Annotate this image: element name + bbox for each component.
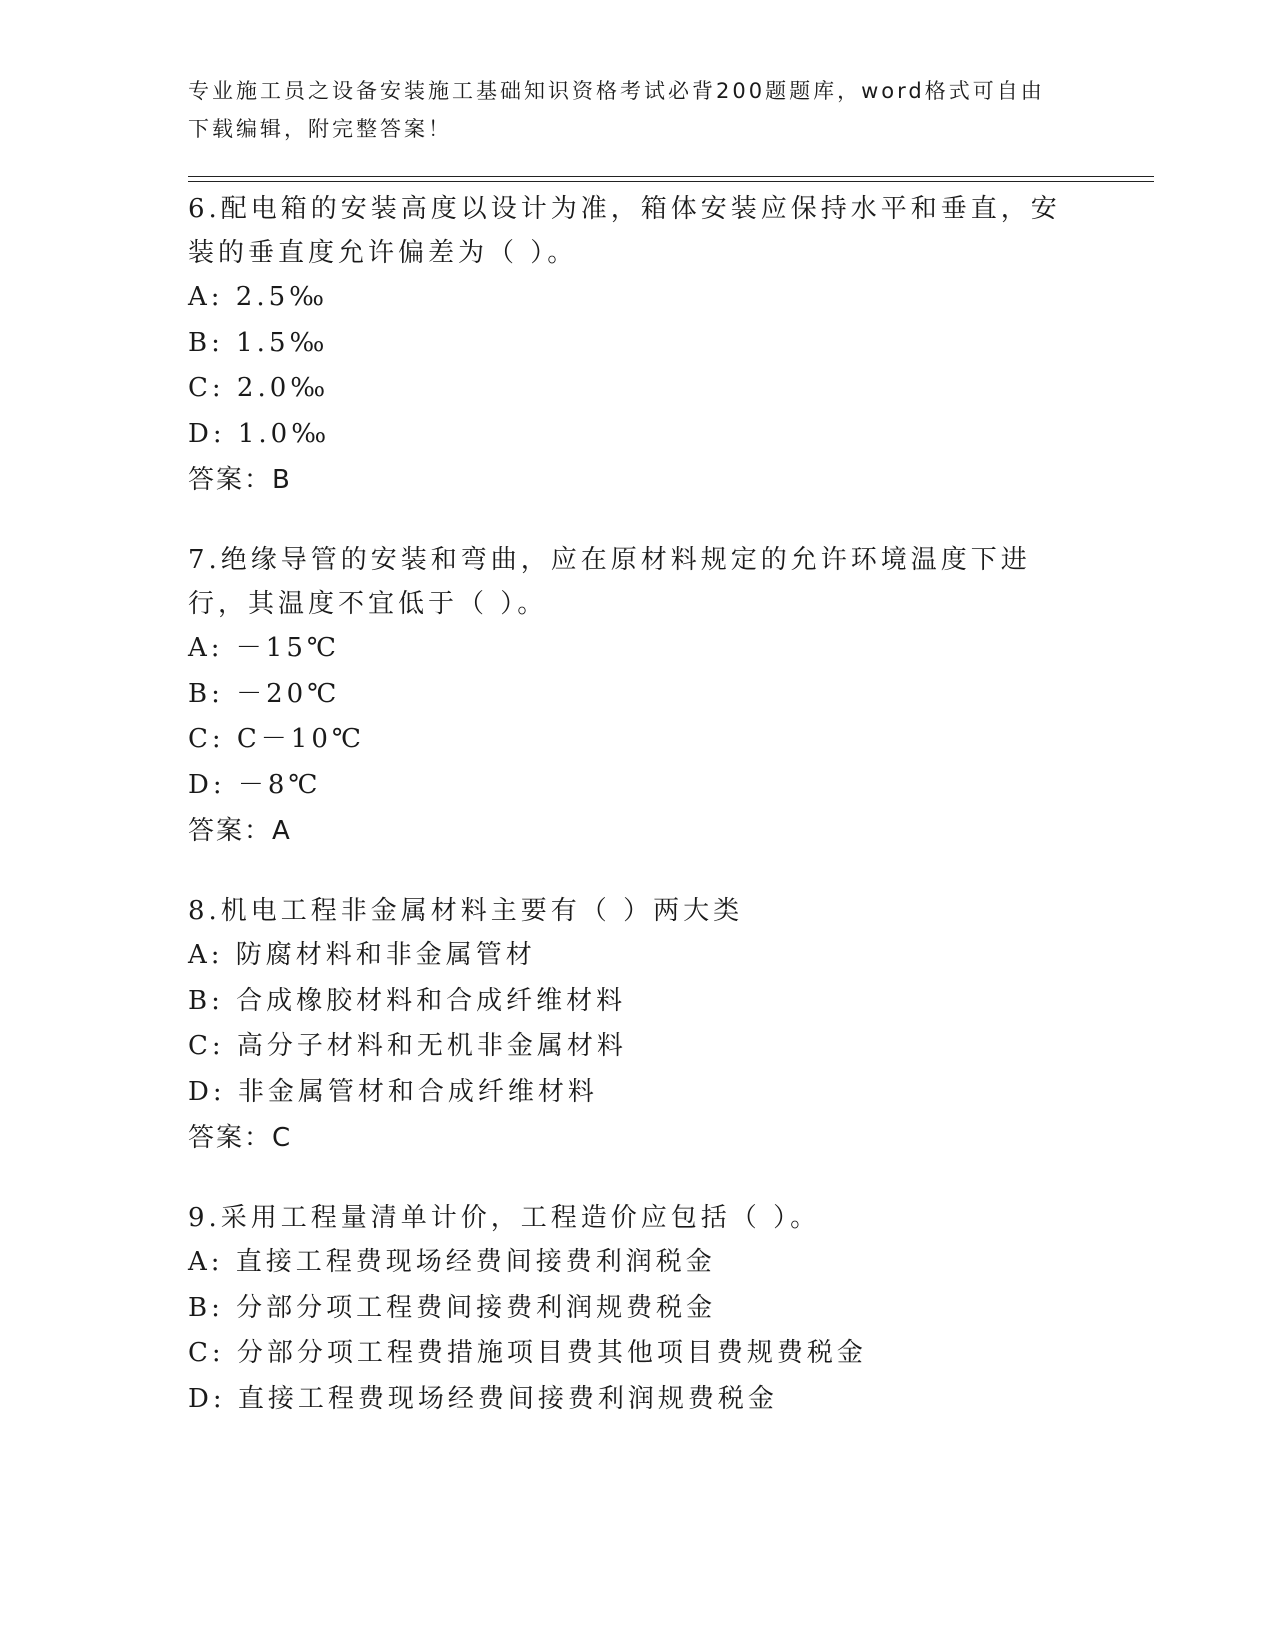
option-b: B: 分部分项工程费间接费利润规费税金 xyxy=(188,1292,717,1323)
answer: 答案：C xyxy=(188,1123,293,1153)
option-a: A: 2.5‰ xyxy=(188,282,329,312)
option-d: D: －8℃ xyxy=(188,769,322,800)
option-d: D: 1.0‰ xyxy=(188,418,331,449)
question-text: 8.机电工程非金属材料主要有（ ）两大类 xyxy=(188,896,744,926)
question-text: 6.配电箱的安装高度以设计为准，箱体安装应保持水平和垂直，安装的垂直度允许偏差为（ ）。 xyxy=(188,194,1061,268)
header-line-2: 下载编辑，附完整答案！ xyxy=(188,117,452,141)
header-line-1: 专业施工员之设备安装施工基础知识资格考试必背200题题库，word格式可自由 xyxy=(188,79,1045,103)
option-a: A: －15℃ xyxy=(188,633,340,663)
option-b: B: －20℃ xyxy=(188,678,341,709)
option-b: B: 1.5‰ xyxy=(188,327,329,358)
option-d: D: 非金属管材和合成纤维材料 xyxy=(188,1076,598,1107)
question-9 xyxy=(188,1196,1088,1422)
option-c: C: C－10℃ xyxy=(188,724,365,754)
option-a: A: 防腐材料和非金属管材 xyxy=(188,940,536,970)
header-divider-top xyxy=(188,176,1154,177)
question-7 xyxy=(188,538,1088,854)
answer: 答案：A xyxy=(188,816,292,846)
option-b: B: 合成橡胶材料和合成纤维材料 xyxy=(188,985,627,1016)
answer: 答案：B xyxy=(188,465,292,495)
document-header xyxy=(188,72,1088,148)
option-c: C: 2.0‰ xyxy=(188,373,330,403)
option-c: C: 分部分项工程费措施项目费其他项目费规费税金 xyxy=(188,1338,867,1368)
question-text: 7.绝缘导管的安装和弯曲，应在原材料规定的允许环境温度下进行，其温度不宜低于（ ）。 xyxy=(188,545,1031,619)
question-list xyxy=(188,187,1088,1457)
option-d: D: 直接工程费现场经费间接费利润规费税金 xyxy=(188,1383,778,1414)
question-6 xyxy=(188,187,1088,503)
question-8 xyxy=(188,889,1088,1161)
option-a: A: 直接工程费现场经费间接费利润税金 xyxy=(188,1247,716,1277)
option-c: C: 高分子材料和无机非金属材料 xyxy=(188,1031,627,1061)
header-divider-bottom xyxy=(188,181,1154,182)
question-text: 9.采用工程量清单计价，工程造价应包括（ ）。 xyxy=(188,1203,821,1233)
